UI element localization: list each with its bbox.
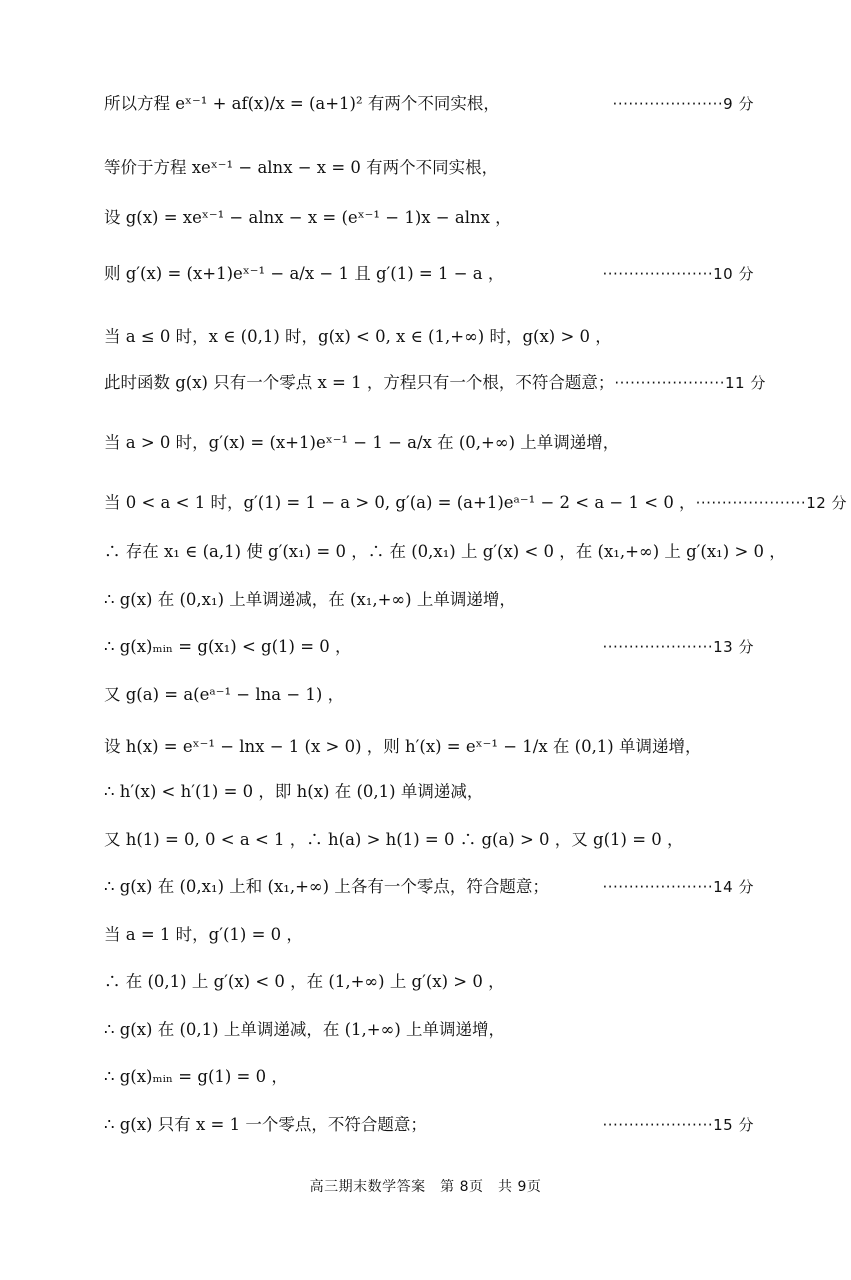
score-marker: ·····················9 分	[612, 95, 754, 113]
score-marker: ·····················14 分	[602, 878, 754, 896]
solution-line	[104, 488, 848, 518]
solution-line	[104, 428, 754, 458]
solution-line	[104, 872, 754, 902]
solution-line	[104, 825, 754, 855]
solution-line	[104, 153, 754, 183]
solution-text: ∴ 存在 x₁ ∈ (a,1) 使 g′(x₁) = 0 ，∴ 在 (0,x₁) 上 g′(x) < 0 ，在 (x₁,+∞) 上 g′(x₁) > 0 ，	[104, 542, 786, 561]
solution-text: ∴ g(x)ₘᵢₙ = g(x₁) < g(1) = 0 ，	[104, 637, 352, 656]
solution-line	[104, 585, 754, 615]
solution-line	[104, 680, 754, 710]
solution-line	[104, 537, 786, 567]
solution-line	[104, 322, 754, 352]
solution-line	[104, 1015, 754, 1045]
score-marker: ·····················13 分	[602, 638, 754, 656]
solution-text: ∴ g(x) 只有 x = 1 一个零点，不符合题意；	[104, 1115, 427, 1134]
score-marker: ·····················10 分	[602, 265, 754, 283]
score-marker: ·····················11 分	[614, 374, 766, 392]
solution-line	[104, 1062, 754, 1092]
solution-text: 设 g(x) = xeˣ⁻¹ − alnx − x = (eˣ⁻¹ − 1)x − alnx ，	[104, 208, 512, 227]
solution-line	[104, 259, 754, 289]
solution-line	[104, 203, 754, 233]
solution-text: 则 g′(x) = (x+1)eˣ⁻¹ − a/x − 1 且 g′(1) = 1 − a ，	[104, 264, 505, 283]
solution-line	[104, 777, 754, 807]
solution-text: 当 a = 1 时，g′(1) = 0 ，	[104, 925, 303, 944]
solution-line	[104, 89, 754, 119]
solution-text: 又 h(1) = 0, 0 < a < 1 ，∴ h(a) > h(1) = 0 ∴ g(a) > 0 ，又 g(1) = 0 ，	[104, 830, 684, 849]
solution-line	[104, 368, 766, 398]
solution-line	[104, 732, 754, 762]
solution-text: 当 0 < a < 1 时，g′(1) = 1 − a > 0, g′(a) = (a+1)eᵃ⁻¹ − 2 < a − 1 < 0 ，	[104, 493, 696, 512]
solution-text: ∴ h′(x) < h′(1) = 0 ，即 h(x) 在 (0,1) 单调递减，	[104, 782, 484, 801]
solution-text: 当 a ≤ 0 时，x ∈ (0,1) 时，g(x) < 0, x ∈ (1,+∞) 时，g(x) > 0 ，	[104, 327, 612, 346]
solution-text: ∴ g(x) 在 (0,x₁) 上和 (x₁,+∞) 上各有一个零点，符合题意；	[104, 877, 549, 896]
solution-text: ∴ 在 (0,1) 上 g′(x) < 0 ，在 (1,+∞) 上 g′(x) > 0 ，	[104, 972, 505, 991]
solution-text: ∴ g(x) 在 (0,x₁) 上单调递减，在 (x₁,+∞) 上单调递增，	[104, 590, 516, 609]
score-marker: ·····················12 分	[695, 494, 848, 512]
page-footer: 高三期末数学答案 第 8页 共 9页	[309, 1179, 542, 1195]
solution-text: ∴ g(x) 在 (0,1) 上单调递减，在 (1,+∞) 上单调递增，	[104, 1020, 506, 1039]
solution-line	[104, 1110, 754, 1140]
solution-text: 所以方程 eˣ⁻¹ + af(x)/x = (a+1)² 有两个不同实根，	[104, 94, 500, 113]
solution-text: 设 h(x) = eˣ⁻¹ − lnx − 1 (x > 0) ，则 h′(x) = eˣ⁻¹ − 1/x 在 (0,1) 单调递增，	[104, 737, 702, 756]
solution-line	[104, 632, 754, 662]
score-marker: ·····················15 分	[602, 1116, 754, 1134]
solution-text: 又 g(a) = a(eᵃ⁻¹ − lna − 1) ，	[104, 685, 345, 704]
solution-line	[104, 920, 754, 950]
solution-text: 等价于方程 xeˣ⁻¹ − alnx − x = 0 有两个不同实根，	[104, 158, 499, 177]
solution-line	[104, 967, 754, 997]
solution-text: 当 a > 0 时，g′(x) = (x+1)eˣ⁻¹ − 1 − a/x 在 (0,+∞) 上单调递增，	[104, 433, 620, 452]
solution-text: ∴ g(x)ₘᵢₙ = g(1) = 0 ，	[104, 1067, 288, 1086]
solution-text: 此时函数 g(x) 只有一个零点 x = 1 ，方程只有一个根，不符合题意；	[104, 373, 615, 392]
